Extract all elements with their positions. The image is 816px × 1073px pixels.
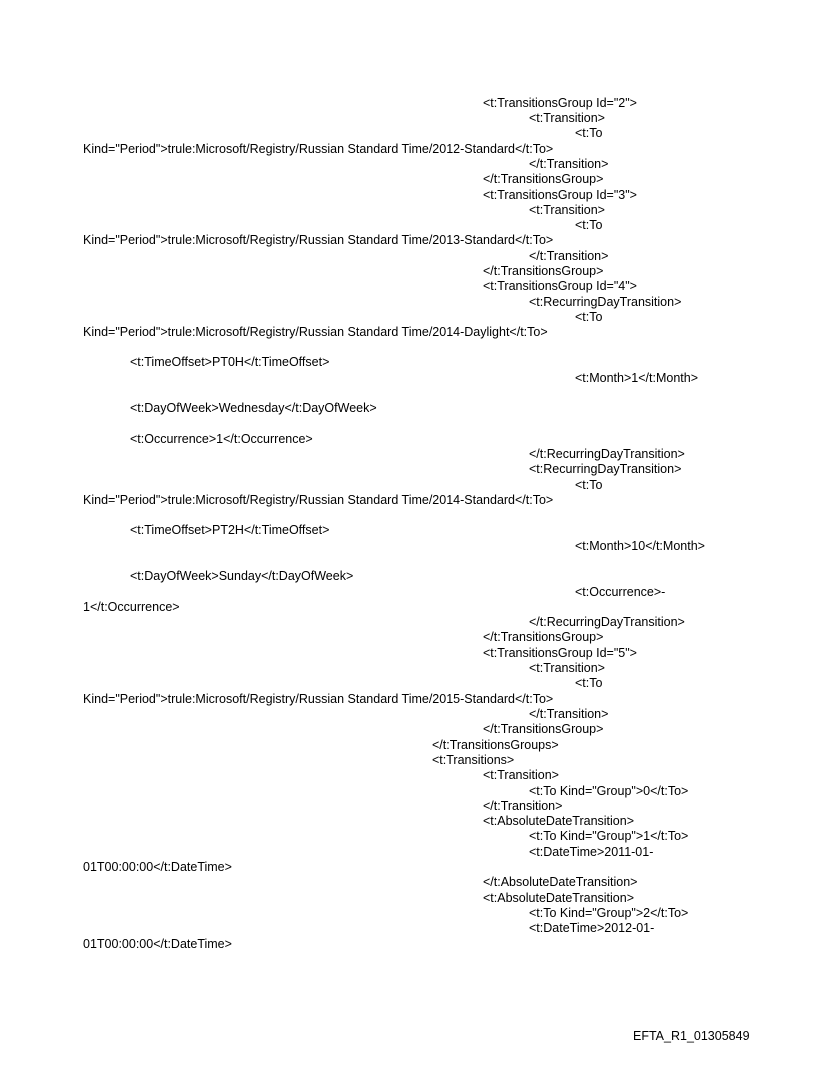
xml-line: <t:DayOfWeek>Wednesday</t:DayOfWeek> <box>130 401 377 415</box>
xml-line: </t:TransitionsGroups> <box>432 738 559 752</box>
xml-line: <t:Occurrence>1</t:Occurrence> <box>130 432 313 446</box>
xml-line: <t:To <box>575 676 603 690</box>
xml-line: <t:DayOfWeek>Sunday</t:DayOfWeek> <box>130 569 354 583</box>
xml-line: </t:RecurringDayTransition> <box>529 447 685 461</box>
xml-line: </t:TransitionsGroup> <box>483 630 604 644</box>
document-id-footer: EFTA_R1_01305849 <box>633 1029 750 1043</box>
xml-line: </t:TransitionsGroup> <box>483 722 604 736</box>
xml-line: Kind="Period">trule:Microsoft/Registry/Russian Standard Time/2014-Daylight</t:To> <box>83 325 548 339</box>
xml-line: Kind="Period">trule:Microsoft/Registry/Russian Standard Time/2014-Standard</t:To> <box>83 493 554 507</box>
xml-line: 01T00:00:00</t:DateTime> <box>83 860 232 874</box>
xml-line: <t:TimeOffset>PT2H</t:TimeOffset> <box>130 523 330 537</box>
xml-line: Kind="Period">trule:Microsoft/Registry/Russian Standard Time/2015-Standard</t:To> <box>83 692 554 706</box>
xml-line: <t:To Kind="Group">2</t:To> <box>529 906 689 920</box>
xml-line: </t:RecurringDayTransition> <box>529 615 685 629</box>
xml-line: <t:To Kind="Group">1</t:To> <box>529 829 689 843</box>
xml-line: </t:Transition> <box>529 157 609 171</box>
xml-line: Kind="Period">trule:Microsoft/Registry/Russian Standard Time/2013-Standard</t:To> <box>83 233 554 247</box>
xml-line: <t:To <box>575 310 603 324</box>
xml-line: 1</t:Occurrence> <box>83 600 180 614</box>
xml-line: <t:DateTime>2012-01- <box>529 921 655 935</box>
xml-line: <t:Transitions> <box>432 753 515 767</box>
xml-line: </t:Transition> <box>529 707 609 721</box>
xml-line: </t:TransitionsGroup> <box>483 172 604 186</box>
xml-line: <t:To <box>575 126 603 140</box>
xml-line: <t:TransitionsGroup Id="5"> <box>483 646 637 660</box>
xml-line: <t:Transition> <box>483 768 559 782</box>
xml-line: 01T00:00:00</t:DateTime> <box>83 937 232 951</box>
xml-line: <t:TimeOffset>PT0H</t:TimeOffset> <box>130 355 330 369</box>
xml-line: </t:AbsoluteDateTransition> <box>483 875 638 889</box>
xml-line: <t:Occurrence>- <box>575 585 666 599</box>
xml-line: Kind="Period">trule:Microsoft/Registry/Russian Standard Time/2012-Standard</t:To> <box>83 142 554 156</box>
xml-line: <t:To <box>575 218 603 232</box>
xml-line: <t:TransitionsGroup Id="2"> <box>483 96 637 110</box>
xml-line: <t:Transition> <box>529 203 605 217</box>
xml-line: </t:Transition> <box>529 249 609 263</box>
xml-line: <t:Transition> <box>529 111 605 125</box>
xml-line: <t:Transition> <box>529 661 605 675</box>
xml-line: </t:Transition> <box>483 799 563 813</box>
xml-line: <t:TransitionsGroup Id="3"> <box>483 188 637 202</box>
xml-line: </t:TransitionsGroup> <box>483 264 604 278</box>
xml-line: <t:TransitionsGroup Id="4"> <box>483 279 637 293</box>
xml-line: <t:DateTime>2011-01- <box>529 845 654 859</box>
xml-line: <t:Month>10</t:Month> <box>575 539 705 553</box>
xml-line: <t:RecurringDayTransition> <box>529 295 682 309</box>
xml-line: <t:To Kind="Group">0</t:To> <box>529 784 689 798</box>
xml-line: <t:RecurringDayTransition> <box>529 462 682 476</box>
xml-line: <t:To <box>575 478 603 492</box>
xml-line: <t:AbsoluteDateTransition> <box>483 891 635 905</box>
xml-line: <t:AbsoluteDateTransition> <box>483 814 635 828</box>
xml-line: <t:Month>1</t:Month> <box>575 371 698 385</box>
